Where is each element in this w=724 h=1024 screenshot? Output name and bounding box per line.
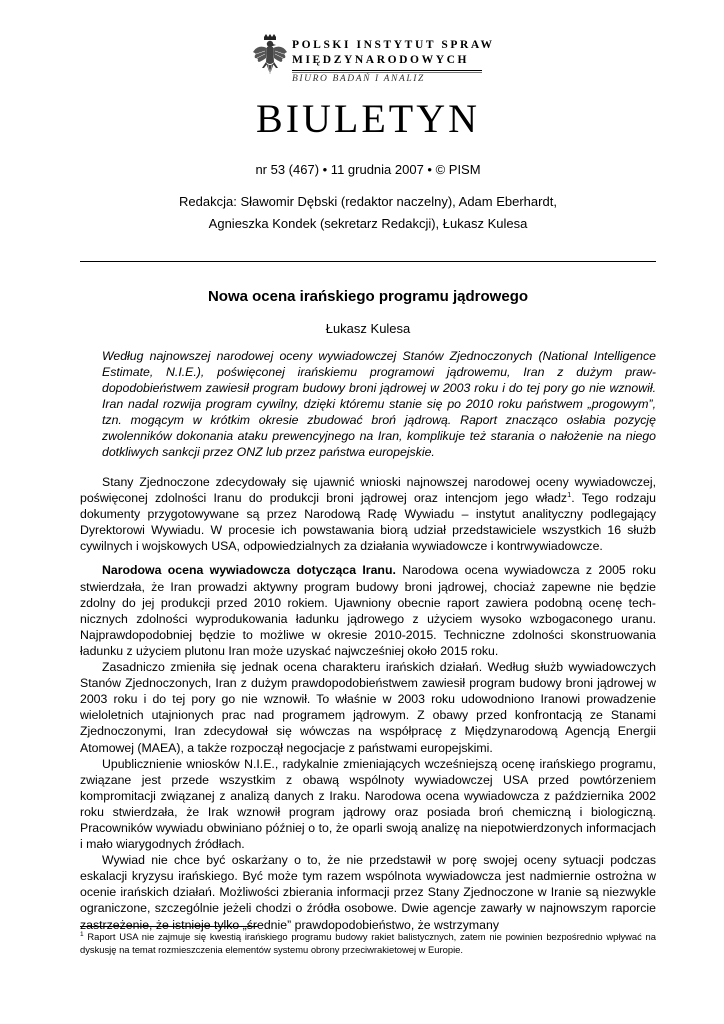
paragraph-1 (80, 474, 656, 554)
editors-line-1: Redakcja: Sławomir Dębski (redaktor naczelny), Adam Eberhardt, (179, 194, 557, 209)
eagle-emblem-icon (252, 34, 288, 82)
paragraph-2 (80, 562, 656, 659)
institute-name-line2: MIĘDZYNARODOWYCH (292, 54, 470, 66)
article-abstract: Według najnowszej narodowej oceny wywiadowczej Stanów Zjednoczonych (National Intelligence Estimate, N.I.E.), poświęconej irańskiemu programowi jądrowemu, Iran z dużym prawdopodobieństwem zawiesił program budowy broni jądrowej w 2003 roku i do tej pory go nie wznowił. Iran nadal rozwija program cywilny, dzięki któremu stanie się po 2010 roku państwem „progowym”, tzn. mogącym w krótkim okresie zbudować broń jądrową. Raport znacząco osłabia pozycję zwolenników dokonania ataku prewencyjnego na Iran, komplikuje też starania o nałożenie na niego dotkliwych sankcji przez ONZ lub przez państwa europejskie. (102, 349, 656, 459)
paragraph-4: Upublicznienie wniosków N.I.E., radykalnie zmieniających wcześniejszą ocenę irańskiego programu, związane jest przede wszystkim z obawą wspólnoty wywiadowczej USA przed powtórzeniem kompromitacji związanej z analizą danych z Iraku. Narodowa ocena wywiadowcza z października 2002 roku stwierdzała, że Irak wznowił program jądrowy oraz posiada broń chemiczną i biologiczną. Pracowników wywiadu obwiniano później o to, że oparli swoją analizę na niepotwierdzonych informacjach i mało wiarygodnych źródłach. (80, 756, 656, 852)
paragraph-3: Zasadniczo zmieniła się jednak ocena charakteru irańskich działań. Według służb wywiadowczych Stanów Zjednoczonych, Iran z dużym prawdopodobieństwem zawiesił program budowy broni jądrowej w 2003 roku i do tej pory go nie wznowił. To właśnie w 2003 roku udowodniono Iranowi prowadzenie wieloletnich utajnionych prac nad programem jądrowym. Z obawy przed konfrontacją ze Stanami Zjednoczonymi, Iran zdecydował się wówczas na współpracę z Międzynarodową Agencją Energii Atomowej (MAEA), a także rozpoczął negocjacje z państwami europejskimi. (80, 660, 656, 755)
logo-divider (292, 70, 482, 71)
paragraph-5: Wywiad nie chce być oskarżany o to, że nie przedstawił w porę swojej oceny sytuacji podczas eskalacji kryzysu irańskiego. Być może tym razem wspólnota wywiadowcza jest nadmiernie ostrożna w ocenie irańskich działań. Możliwości zbierania informacji przez Stany Zjednoczone w Iranie są niezwykle ograniczone, szczególnie jeżeli chodzi o źródła osobowe. Dwie agencje zawarły w najnowszym raporcie zastrzeżenie, że istnieje tylko „średnie” prawdopodobieństwo, że wstrzymany (80, 853, 656, 932)
footnote-divider (80, 926, 258, 927)
footnote-reference: 1 (567, 490, 572, 500)
footnote-text: Raport USA nie zajmuje się kwestią irańskiego programu budowy rakiet balistycznych, zatem nie powinien bezpośrednio wpływać na dyskusję na temat rozmieszczenia elementów systemu obrony przeciwrakietowej w Europie. (80, 931, 656, 955)
footnote (80, 931, 656, 956)
paragraph-1-text: Stany Zjednoczone zdecydowały się ujawnić wnioski najnowszej narodowej oceny wywiadowczej, poświęconej zdolności Iranu do produkcji broni jądrowej oraz intencjom jego władz (80, 475, 656, 506)
article-author: Łukasz Kulesa (325, 321, 411, 336)
header-divider (80, 261, 656, 262)
article-body (80, 474, 656, 933)
institute-name-line1: POLSKI INSTYTUT SPRAW (292, 39, 495, 51)
bulletin-title: BIULETYN (256, 96, 480, 141)
issue-line: nr 53 (467) • 11 grudnia 2007 • © PISM (255, 162, 481, 177)
paragraph-1-text-cont: . Tego rodzaju dokumenty przygotowywane są przez Narodową Radę Wywiadu – instytut analityczny podlegający Dyrektorowi Wywiadu. W procesie ich powstawania biorą udział przedstawiciele wszystkich 16 służb cywilnych i wojskowych USA, odpowiedzialnych za działania wywiadowcze i kontrwywiadowcze. (80, 491, 656, 554)
pism-logo (252, 34, 495, 94)
bureau-name: BIURO BADAŃ I ANALIZ (292, 74, 425, 84)
editors-line-2: Agnieszka Kondek (sekretarz Redakcji), Łukasz Kulesa (208, 216, 528, 231)
logo-divider-thin (292, 72, 482, 73)
paragraph-2-text: Narodowa ocena wywiadowcza z 2005 roku stwierdzała, że Iran prowadzi aktywny program budowy broni jądrowej, chociaż zapewne nie będzie zdolny do jej produkcji przed 2010 rokiem. Ujawniony obecnie raport zawiera podobną ocenę technicznych zdolności wyprodukowania ładunku jądrowego z użyciem wysoko wzbogaconego uranu. Najprawdopodobniej będzie to możliwe w okresie 2010-2015. Techniczne zdolności skonstruowania ładunku z użyciem plutonu Iran może uzyskać najwcześniej około 2015 roku. (80, 563, 656, 658)
footnote-mark: 1 (80, 931, 84, 938)
section-heading: Narodowa ocena wywiadowcza dotycząca Iranu. (102, 563, 396, 578)
article-title: Nowa ocena irańskiego programu jądrowego (207, 288, 529, 305)
